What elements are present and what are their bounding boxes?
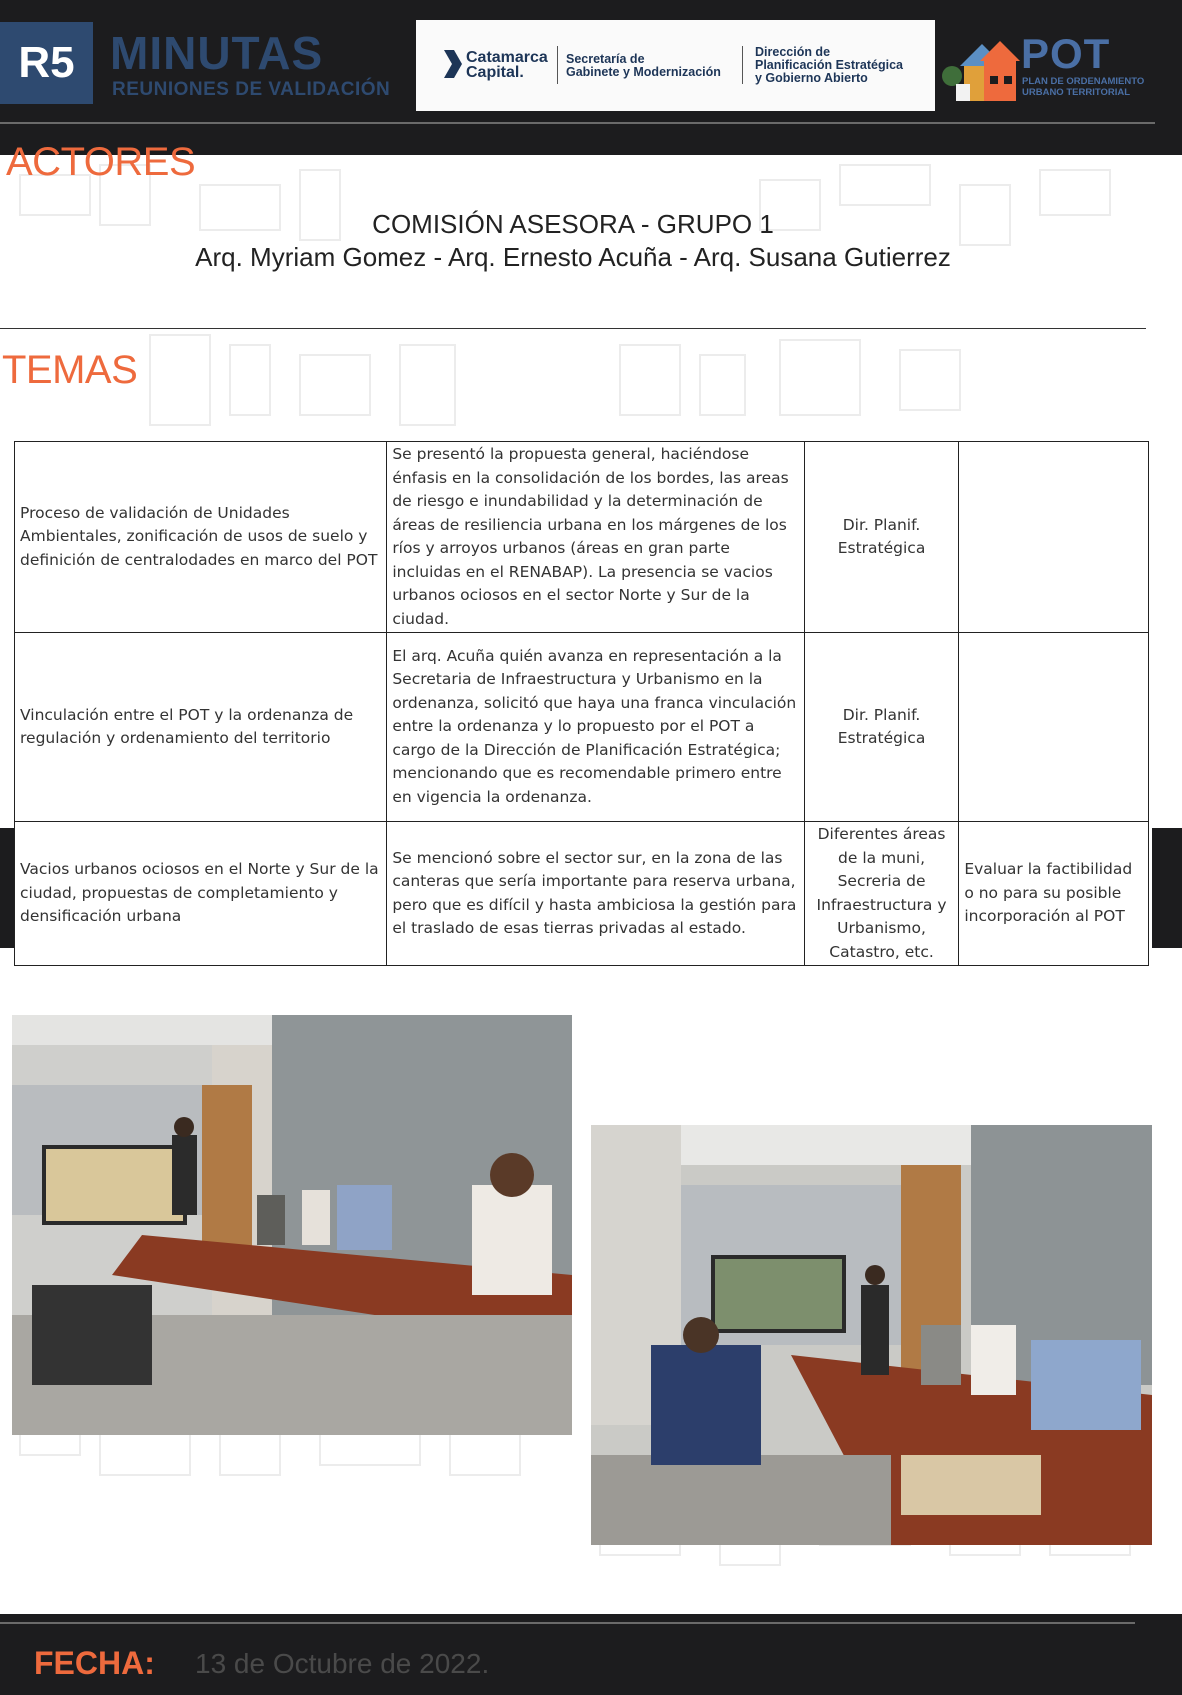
right-edge-mark	[1152, 828, 1182, 948]
accion-cell	[959, 633, 1149, 822]
header-divider	[0, 122, 1155, 124]
accion-cell	[959, 442, 1149, 633]
actores-group-label: COMISIÓN ASESORA - GRUPO 1	[372, 209, 774, 239]
logo-separator	[742, 46, 743, 84]
table-row	[15, 442, 1149, 633]
table-row	[15, 822, 1149, 966]
secretaria-label: Secretaría de Gabinete y Modernización	[566, 52, 721, 79]
actores-names: Arq. Myriam Gomez - Arq. Ernesto Acuña - Arq. Susana Gutierrez	[195, 242, 951, 272]
meeting-photo-2	[591, 1125, 1152, 1545]
logo-separator	[557, 46, 558, 84]
detalle-cell: Se presentó la propuesta general, haciéndose énfasis en la consolidación de los bordes, las areas de riesgo e inundabilidad y la determinación de áreas de resiliencia urbana en los márgenes de los ríos y arroyos urbanos (áreas en gran parte incluidas en el RENABAP). La presencia se vacios urbanos ociosos en el sector Norte y Sur de la ciudad.	[387, 442, 804, 633]
responsable-cell: Dir. Planif. Estratégica	[804, 633, 959, 822]
temas-table	[14, 441, 1149, 966]
responsable-cell: Diferentes áreas de la muni, Secreria de Infraestructura y Urbanismo, Catastro, etc.	[804, 822, 959, 966]
meeting-photo-1	[12, 1015, 572, 1435]
header-title: MINUTAS	[110, 27, 324, 79]
actores-heading: ACTORES	[6, 140, 196, 184]
detalle-cell: El arq. Acuña quién avanza en representación a la Secretaria de Infraestructura y Urbanismo en la ordenanza, solicitó que haya una franca vinculación entre la ordenanza y lo propuesto por el POT a cargo de la Dirección de Planificación Estratégica; mencionando que es recomendable primero entre en vigencia la ordenanza.	[387, 633, 804, 822]
minute-code-badge: R5	[0, 22, 93, 104]
tema-cell: Vinculación entre el POT y la ordenanza de regulación y ordenamiento del territorio	[15, 633, 387, 822]
detalle-cell: Se mencionó sobre el sector sur, en la zona de las canteras que sería importante para reserva urbana, pero que es difícil y hasta ambiciosa la gestión para el traslado de esas tierras privadas al estado.	[387, 822, 804, 966]
section-divider	[0, 328, 1146, 329]
tema-cell: Proceso de validación de Unidades Ambientales, zonificación de usos de suelo y definición de centralodades en marco del POT	[15, 442, 387, 633]
direccion-label: Dirección de Planificación Estratégica y Gobierno Abierto	[755, 45, 903, 85]
institutional-logo-panel	[416, 20, 935, 111]
accion-cell: Evaluar la factibilidad o no para su posible incorporación al POT	[959, 822, 1149, 966]
header-subtitle: REUNIONES DE VALIDACIÓN	[112, 79, 391, 100]
footer-divider	[0, 1622, 1135, 1624]
table-row	[15, 633, 1149, 822]
catamarca-capital-logo: Catamarca Capital.	[466, 49, 548, 81]
left-edge-mark	[0, 828, 14, 948]
fecha-value: 13 de Octubre de 2022.	[195, 1648, 490, 1679]
catamarca-chevron-icon	[444, 50, 464, 78]
temas-heading: TEMAS	[2, 348, 138, 392]
pot-subtitle: PLAN DE ORDENAMIENTO URBANO TERRITORIAL	[1022, 76, 1145, 98]
tema-cell: Vacios urbanos ociosos en el Norte y Sur de la ciudad, propuestas de completamiento y densificación urbana	[15, 822, 387, 966]
fecha-label: FECHA:	[34, 1645, 155, 1681]
pot-wordmark: POT	[1021, 30, 1111, 77]
footer-band	[0, 1614, 1182, 1695]
responsable-cell: Dir. Planif. Estratégica	[804, 442, 959, 633]
